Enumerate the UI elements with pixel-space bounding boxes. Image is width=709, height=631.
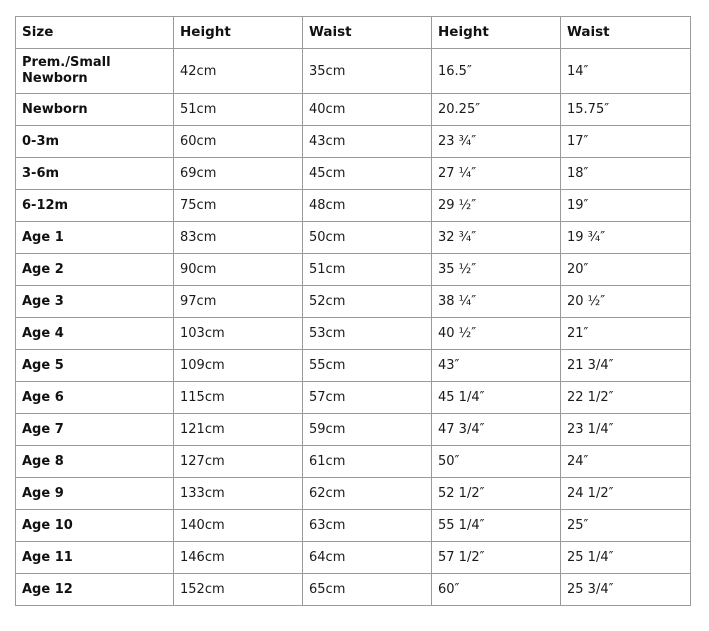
table-row	[16, 318, 691, 350]
waist-cm-cell: 45cm	[303, 158, 432, 190]
height-cm-cell: 60cm	[174, 126, 303, 158]
waist-cm-cell: 61cm	[303, 446, 432, 478]
height-cm-cell: 140cm	[174, 510, 303, 542]
waist-in-cell: 25 1/4″	[561, 542, 691, 574]
waist-in-cell: 17″	[561, 126, 691, 158]
waist-cm-cell: 51cm	[303, 254, 432, 286]
height-in-cell: 23 ¾″	[432, 126, 561, 158]
size-cell: Age 11	[16, 542, 174, 574]
table-row	[16, 158, 691, 190]
height-cm-cell: 103cm	[174, 318, 303, 350]
size-cell: Age 8	[16, 446, 174, 478]
waist-in-cell: 18″	[561, 158, 691, 190]
height-cm-cell: 109cm	[174, 350, 303, 382]
table-row	[16, 126, 691, 158]
height-in-cell: 50″	[432, 446, 561, 478]
waist-cm-cell: 50cm	[303, 222, 432, 254]
height-in-cell: 40 ½″	[432, 318, 561, 350]
waist-in-cell: 15.75″	[561, 94, 691, 126]
height-in-cell: 57 1/2″	[432, 542, 561, 574]
waist-in-cell: 20 ½″	[561, 286, 691, 318]
table-row	[16, 510, 691, 542]
header-row	[16, 17, 691, 49]
waist-cm-cell: 64cm	[303, 542, 432, 574]
size-cell: Age 4	[16, 318, 174, 350]
waist-in-cell: 14″	[561, 49, 691, 94]
size-cell: Prem./Small Newborn	[16, 49, 174, 94]
height-cm-cell: 69cm	[174, 158, 303, 190]
size-chart-table	[15, 16, 691, 606]
size-cell: Age 7	[16, 414, 174, 446]
waist-in-cell: 23 1/4″	[561, 414, 691, 446]
table-row	[16, 254, 691, 286]
height-cm-cell: 90cm	[174, 254, 303, 286]
waist-cm-cell: 43cm	[303, 126, 432, 158]
header-waist-in: Waist	[561, 17, 691, 49]
waist-cm-cell: 53cm	[303, 318, 432, 350]
size-cell: Newborn	[16, 94, 174, 126]
height-cm-cell: 83cm	[174, 222, 303, 254]
waist-cm-cell: 57cm	[303, 382, 432, 414]
size-cell: Age 10	[16, 510, 174, 542]
table-row	[16, 94, 691, 126]
waist-cm-cell: 55cm	[303, 350, 432, 382]
waist-in-cell: 25 3/4″	[561, 574, 691, 606]
height-in-cell: 55 1/4″	[432, 510, 561, 542]
height-in-cell: 43″	[432, 350, 561, 382]
waist-cm-cell: 52cm	[303, 286, 432, 318]
table-row	[16, 478, 691, 510]
size-cell: Age 3	[16, 286, 174, 318]
height-cm-cell: 133cm	[174, 478, 303, 510]
waist-cm-cell: 40cm	[303, 94, 432, 126]
waist-in-cell: 21 3/4″	[561, 350, 691, 382]
size-cell: Age 12	[16, 574, 174, 606]
height-in-cell: 29 ½″	[432, 190, 561, 222]
table-row	[16, 414, 691, 446]
waist-in-cell: 24 1/2″	[561, 478, 691, 510]
waist-cm-cell: 59cm	[303, 414, 432, 446]
size-cell: Age 6	[16, 382, 174, 414]
header-height-in: Height	[432, 17, 561, 49]
table-row	[16, 222, 691, 254]
table-row	[16, 446, 691, 478]
height-cm-cell: 121cm	[174, 414, 303, 446]
height-in-cell: 35 ½″	[432, 254, 561, 286]
height-cm-cell: 127cm	[174, 446, 303, 478]
table-row	[16, 574, 691, 606]
table-body	[16, 49, 691, 606]
size-cell: 6-12m	[16, 190, 174, 222]
waist-in-cell: 21″	[561, 318, 691, 350]
height-cm-cell: 97cm	[174, 286, 303, 318]
height-in-cell: 27 ¼″	[432, 158, 561, 190]
table-row	[16, 286, 691, 318]
header-height-cm: Height	[174, 17, 303, 49]
table-header	[16, 17, 691, 49]
height-in-cell: 20.25″	[432, 94, 561, 126]
table-row	[16, 190, 691, 222]
height-in-cell: 45 1/4″	[432, 382, 561, 414]
size-cell: 3-6m	[16, 158, 174, 190]
waist-in-cell: 20″	[561, 254, 691, 286]
height-cm-cell: 146cm	[174, 542, 303, 574]
table-row	[16, 49, 691, 94]
waist-in-cell: 19″	[561, 190, 691, 222]
header-waist-cm: Waist	[303, 17, 432, 49]
height-in-cell: 60″	[432, 574, 561, 606]
header-size: Size	[16, 17, 174, 49]
waist-in-cell: 24″	[561, 446, 691, 478]
height-cm-cell: 152cm	[174, 574, 303, 606]
size-cell: 0-3m	[16, 126, 174, 158]
waist-cm-cell: 35cm	[303, 49, 432, 94]
size-chart	[15, 16, 690, 606]
table-row	[16, 542, 691, 574]
waist-cm-cell: 62cm	[303, 478, 432, 510]
size-cell: Age 5	[16, 350, 174, 382]
size-cell: Age 2	[16, 254, 174, 286]
size-cell: Age 9	[16, 478, 174, 510]
waist-in-cell: 22 1/2″	[561, 382, 691, 414]
waist-in-cell: 25″	[561, 510, 691, 542]
height-cm-cell: 42cm	[174, 49, 303, 94]
waist-cm-cell: 65cm	[303, 574, 432, 606]
height-in-cell: 32 ¾″	[432, 222, 561, 254]
waist-cm-cell: 48cm	[303, 190, 432, 222]
height-cm-cell: 75cm	[174, 190, 303, 222]
height-in-cell: 47 3/4″	[432, 414, 561, 446]
table-row	[16, 382, 691, 414]
waist-in-cell: 19 ¾″	[561, 222, 691, 254]
height-cm-cell: 51cm	[174, 94, 303, 126]
height-in-cell: 38 ¼″	[432, 286, 561, 318]
table-row	[16, 350, 691, 382]
waist-cm-cell: 63cm	[303, 510, 432, 542]
height-in-cell: 52 1/2″	[432, 478, 561, 510]
height-cm-cell: 115cm	[174, 382, 303, 414]
size-cell: Age 1	[16, 222, 174, 254]
height-in-cell: 16.5″	[432, 49, 561, 94]
